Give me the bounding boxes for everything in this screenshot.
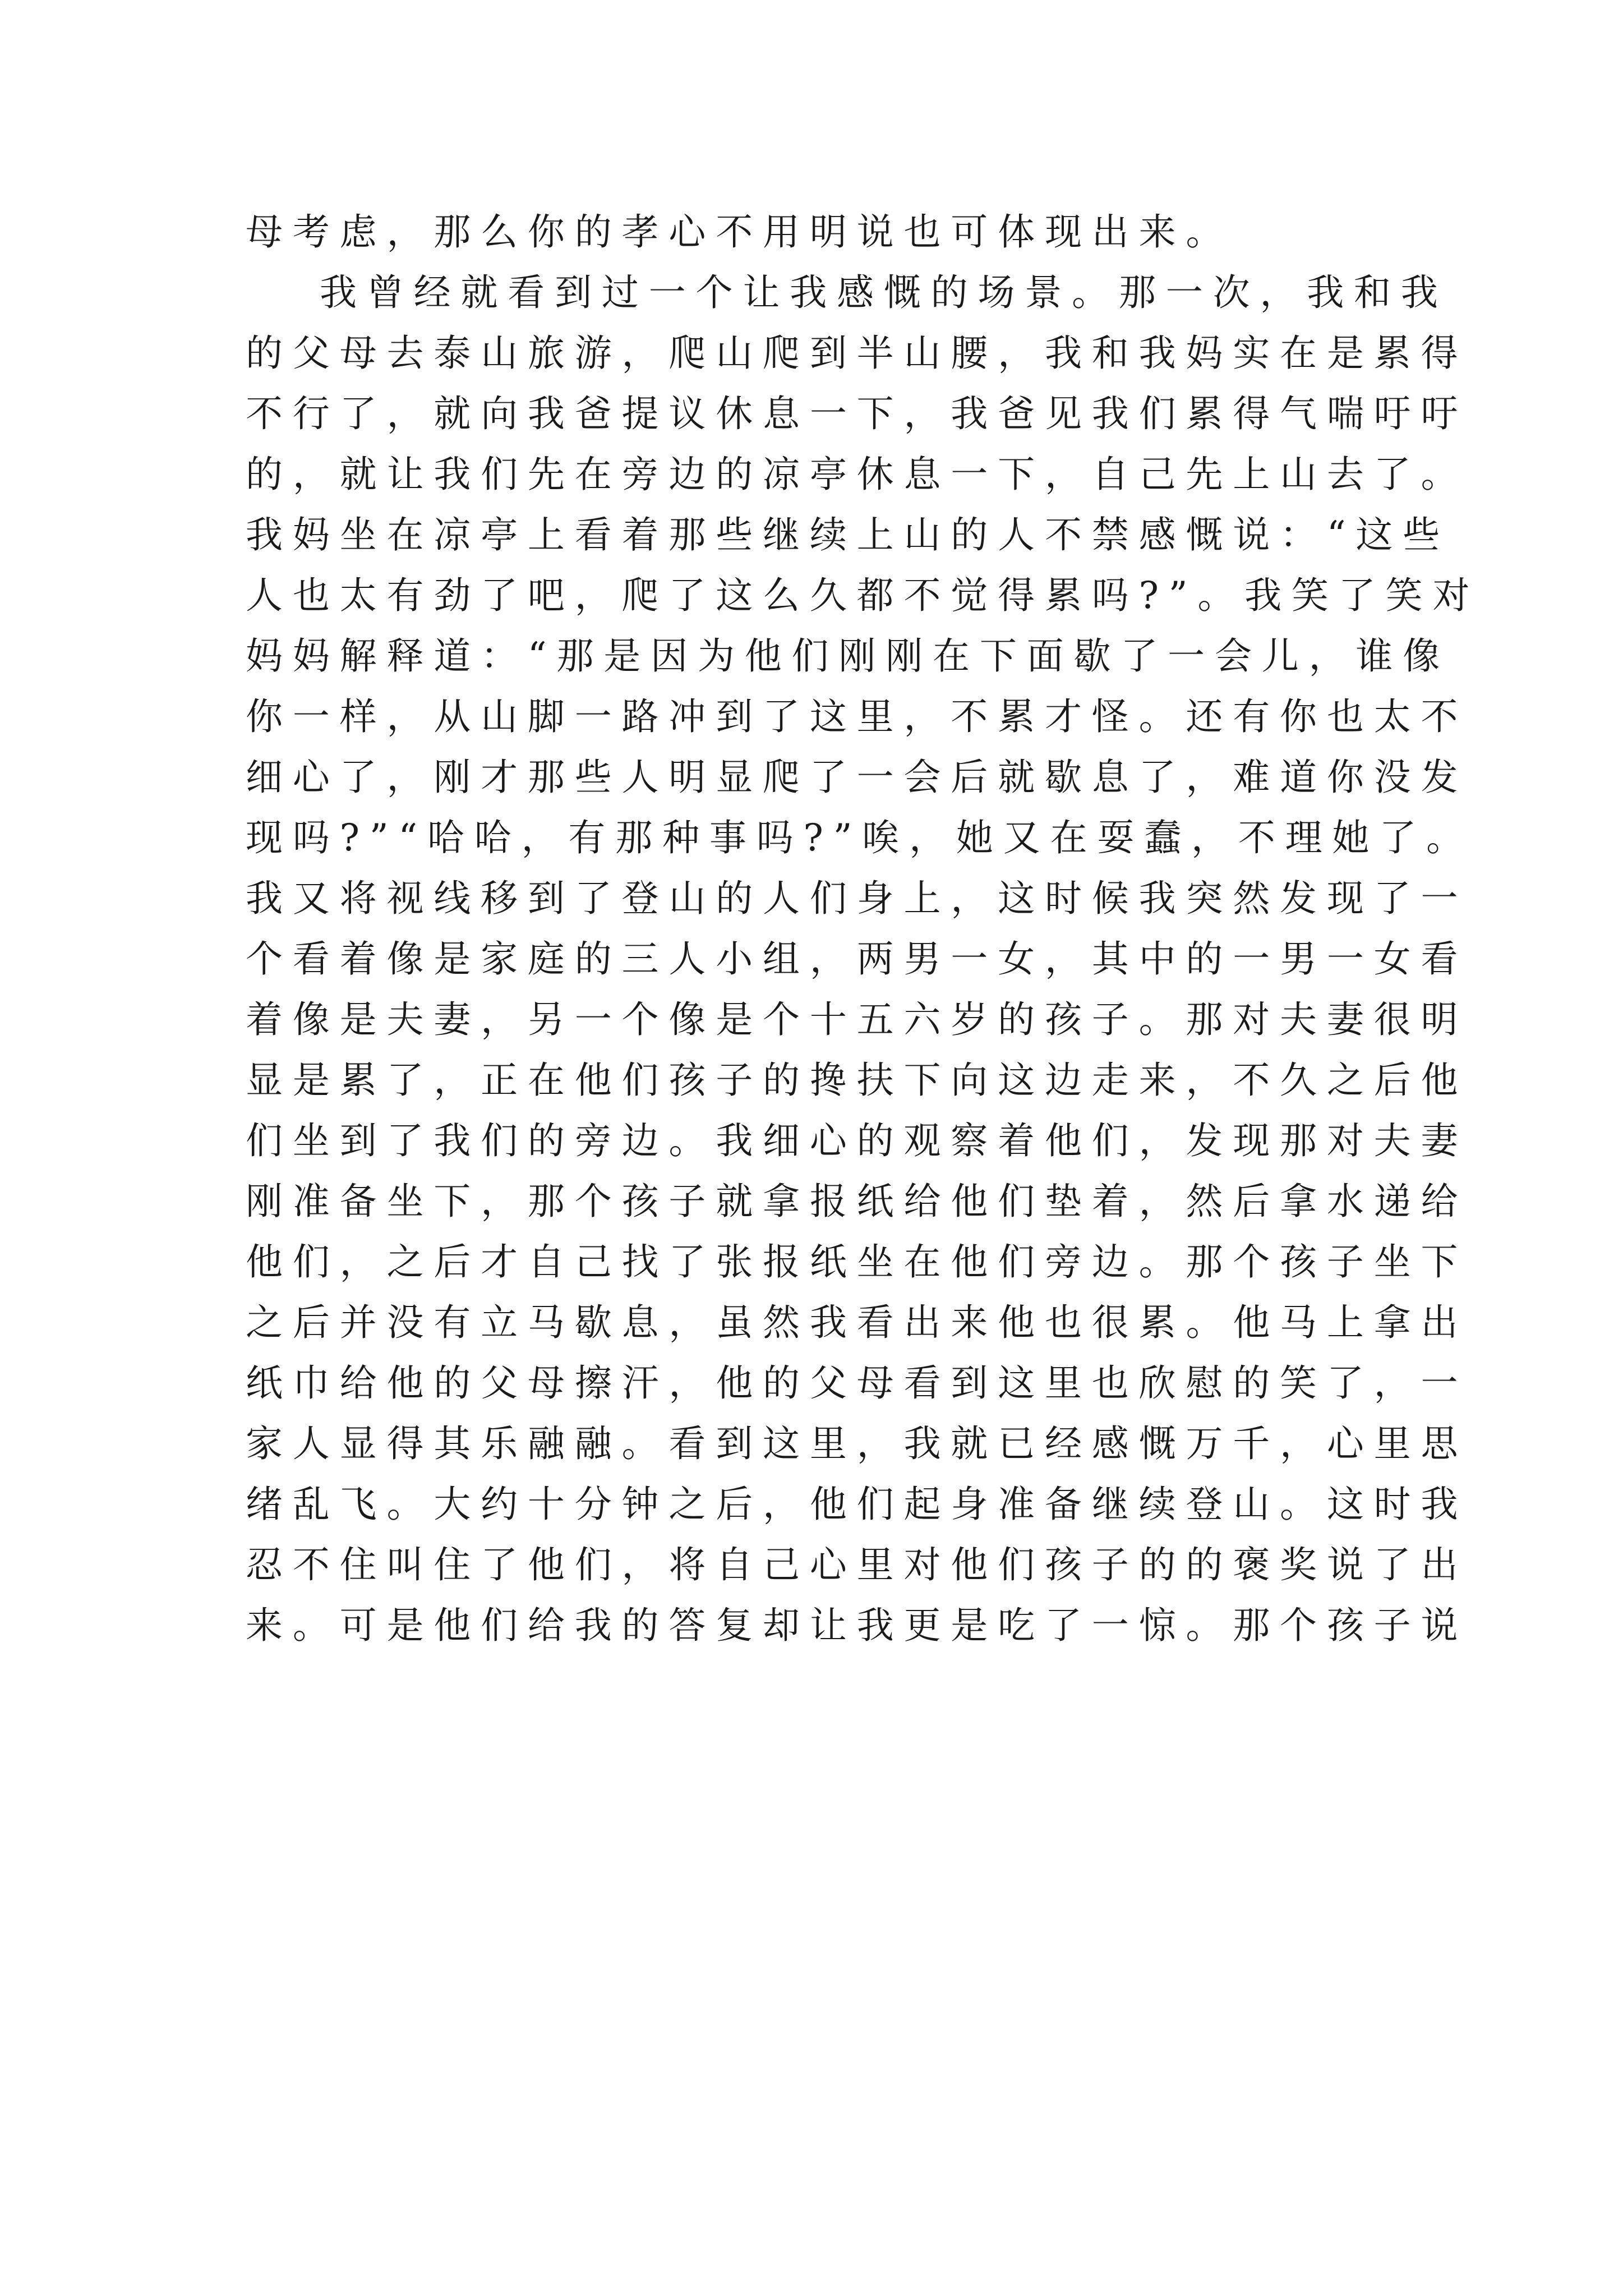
text-line: 之后并没有立马歇息，虽然我看出来他也很累。他马上拿出 [246, 1301, 1468, 1344]
text-line: 我妈坐在凉亭上看着那些继续上山的人不禁感慨说：“这些 [246, 513, 1450, 556]
text-line: 纸巾给他的父母擦汗，他的父母看到这里也欣慰的笑了，一 [246, 1361, 1468, 1405]
text-line: 显是累了，正在他们孩子的搀扶下向这边走来，不久之后他 [246, 1059, 1468, 1102]
text-line: 忍不住叫住了他们，将自己心里对他们孩子的的褒奖说了出 [246, 1543, 1468, 1586]
text-line: 现吗?”“哈哈，有那种事吗?”唉，她又在耍蠢，不理她了。 [246, 816, 1473, 859]
text-line: 妈妈解释道：“那是因为他们刚刚在下面歇了一会儿，谁像 [246, 634, 1450, 678]
text-line: 的父母去泰山旅游，爬山爬到半山腰，我和我妈实在是累得 [246, 332, 1468, 375]
body-text [246, 202, 1480, 1656]
text-line: 你一样，从山脚一路冲到了这里，不累才怪。还有你也太不 [246, 695, 1468, 738]
text-line: 们坐到了我们的旁边。我细心的观察着他们，发现那对夫妻 [246, 1119, 1468, 1162]
text-line: 不行了，就向我爸提议休息一下，我爸见我们累得气喘吁吁 [246, 392, 1468, 435]
text-line: 人也太有劲了吧，爬了这么久都不觉得累吗?”。我笑了笑对 [246, 574, 1480, 617]
text-line: 来。可是他们给我的答复却让我更是吃了一惊。那个孩子说 [246, 1604, 1468, 1647]
text-line: 的，就让我们先在旁边的凉亭休息一下，自己先上山去了。 [246, 453, 1468, 496]
text-line: 着像是夫妻，另一个像是个十五六岁的孩子。那对夫妻很明 [246, 998, 1468, 1041]
text-line: 他们，之后才自己找了张报纸坐在他们旁边。那个孩子坐下 [246, 1240, 1468, 1283]
text-line: 家人显得其乐融融。看到这里，我就已经感慨万千，心里思 [246, 1422, 1468, 1465]
text-line: 细心了，刚才那些人明显爬了一会后就歇息了，难道你没发 [246, 756, 1468, 799]
text-line: 母考虑，那么你的孝心不用明说也可体现出来。 [246, 210, 1233, 254]
text-line: 绪乱飞。大约十分钟之后，他们起身准备继续登山。这时我 [246, 1483, 1468, 1526]
text-line: 个看着像是家庭的三人小组，两男一女，其中的一男一女看 [246, 937, 1468, 981]
text-line: 我又将视线移到了登山的人们身上，这时候我突然发现了一 [246, 877, 1468, 920]
text-line: 刚准备坐下，那个孩子就拿报纸给他们垫着，然后拿水递给 [246, 1180, 1468, 1223]
paragraph-start-line: 我曾经就看到过一个让我感慨的场景。那一次，我和我 [320, 271, 1448, 314]
